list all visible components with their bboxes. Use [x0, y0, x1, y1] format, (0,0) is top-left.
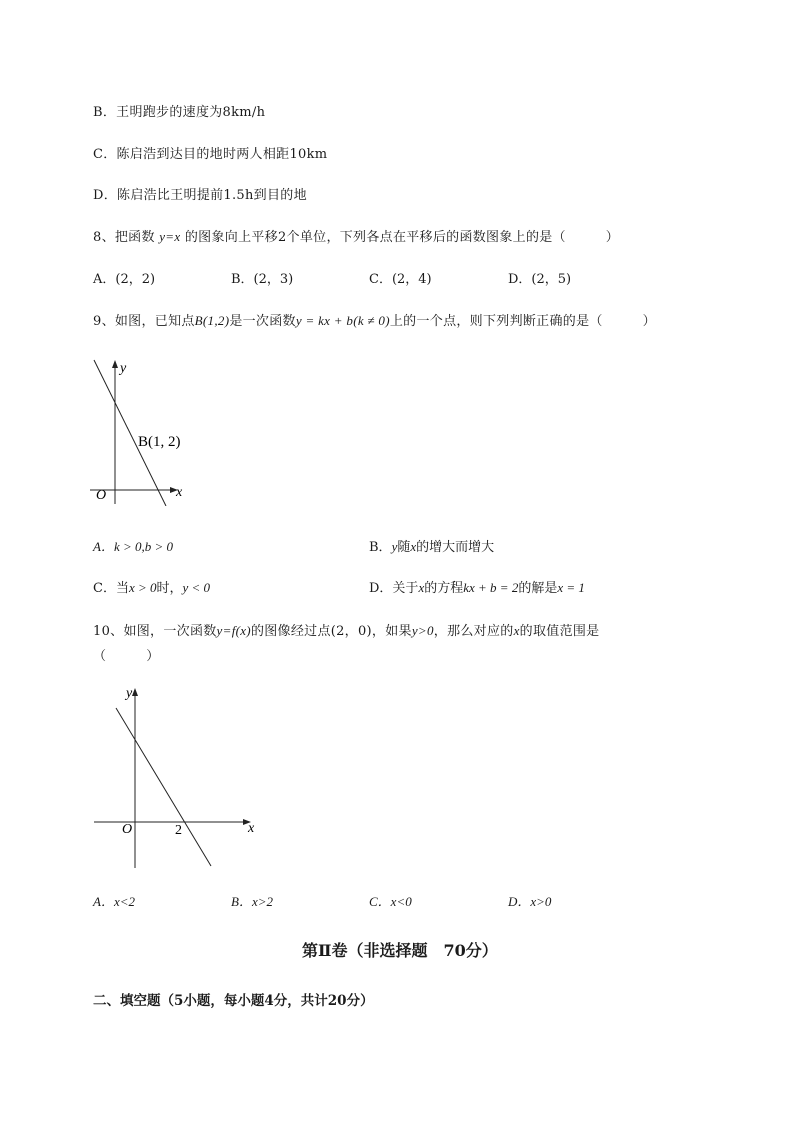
q10-option-d: D．x>0 — [508, 894, 552, 909]
q9-function-line — [94, 360, 166, 506]
q10-tick-2: 2 — [175, 823, 182, 838]
q9-option-c-mid: 时， — [156, 581, 183, 596]
q9-option-d-x: x — [418, 580, 425, 595]
q10-option-c: C．x<0 — [369, 894, 412, 909]
q9-option-b — [369, 536, 494, 555]
q10-y-arrow-icon — [132, 688, 138, 696]
q10-graph — [86, 682, 266, 872]
q10-stem — [93, 620, 599, 639]
q9-option-d-pre: D．关于 — [369, 581, 419, 596]
q10-y-label: y — [126, 686, 133, 701]
q9-graph — [86, 356, 206, 506]
q10-function-line — [116, 708, 211, 866]
q10-var: x — [513, 623, 520, 638]
q10-option-a: A．x<2 — [93, 894, 135, 909]
q9-option-d-mid: 的方程 — [424, 581, 464, 596]
q9-option-c-res: y < 0 — [182, 580, 211, 595]
q9-x-label: x — [176, 485, 183, 500]
q10-answer-paren: （ ） — [93, 649, 160, 664]
q9-option-b-post: 的增大而增大 — [416, 540, 495, 555]
q8-option-a: A．(2，2) — [93, 272, 156, 287]
q9-option-a — [93, 536, 173, 555]
q9-option-b-pre: B． — [369, 540, 392, 555]
q9-option-d-sol: x = 1 — [557, 580, 585, 595]
q9-option-c — [93, 577, 210, 596]
fill-in-blank-heading: 二、填空题（5小题，每小题4分，共计20分） — [93, 993, 374, 1009]
q10-x-label: x — [248, 821, 255, 836]
q8-option-c: C．(2，4) — [369, 272, 432, 287]
q7-option-c: C．陈启浩到达目的地时两人相距10km — [93, 147, 328, 162]
q9-stem-post: 上的一个点，则下列判断正确的是（ ） — [389, 314, 656, 329]
q10-stem-mid: 的图像经过点(2，0)，如果 — [250, 624, 412, 639]
q9-option-c-cond: x > 0 — [128, 580, 157, 595]
q9-option-c-pre: C．当 — [93, 581, 129, 596]
q9-stem-pre: 9、如图，已知点 — [93, 314, 195, 329]
q9-origin-label: O — [96, 488, 107, 503]
q9-option-a-text: A．k > 0,b > 0 — [93, 539, 174, 554]
q9-option-d-mid2: 的解是 — [518, 581, 558, 596]
q10-function: y=f(x) — [216, 623, 251, 638]
q8-option-b: B．(2，3) — [231, 272, 294, 287]
q9-stem-mid: 是一次函数 — [229, 314, 296, 329]
q10-option-b: B．x>2 — [231, 894, 273, 909]
q9-point: B(1,2) — [194, 313, 230, 328]
q9-option-d — [369, 577, 585, 596]
q10-origin-label: O — [122, 822, 133, 837]
q9-option-d-eq: kx + b = 2 — [463, 580, 519, 595]
q10-condition: y>0 — [411, 623, 434, 638]
q8-stem — [93, 226, 619, 245]
q9-y-arrow-icon — [112, 360, 118, 368]
q9-stem — [93, 310, 656, 329]
q8-function: y=x — [159, 229, 181, 244]
q9-y-label: y — [120, 361, 127, 376]
q9-point-label: B(1, 2) — [138, 434, 181, 450]
q8-option-d: D．(2，5) — [508, 272, 572, 287]
q10-stem-mid2: ，那么对应的 — [433, 624, 514, 639]
q7-option-b: B．王明跑步的速度为8km/h — [93, 105, 266, 120]
q8-stem-pre: 8、把函数 — [93, 230, 155, 245]
q9-function: y = kx + b(k ≠ 0) — [295, 313, 390, 328]
q7-option-d: D．陈启浩比王明提前1.5h到目的地 — [93, 188, 307, 203]
q9-option-b-mid: 随 — [397, 540, 411, 555]
section-2-title: 第Ⅱ卷（非选择题 70分） — [302, 941, 498, 960]
q10-stem-pre: 10、如图，一次函数 — [93, 624, 217, 639]
q8-stem-post: 的图象向上平移2个单位，下列各点在平移后的函数图象上的是（ ） — [184, 230, 620, 245]
q9-option-b-y: y — [391, 539, 398, 554]
q10-stem-post: 的取值范围是 — [519, 624, 600, 639]
q9-option-b-x: x — [410, 539, 417, 554]
